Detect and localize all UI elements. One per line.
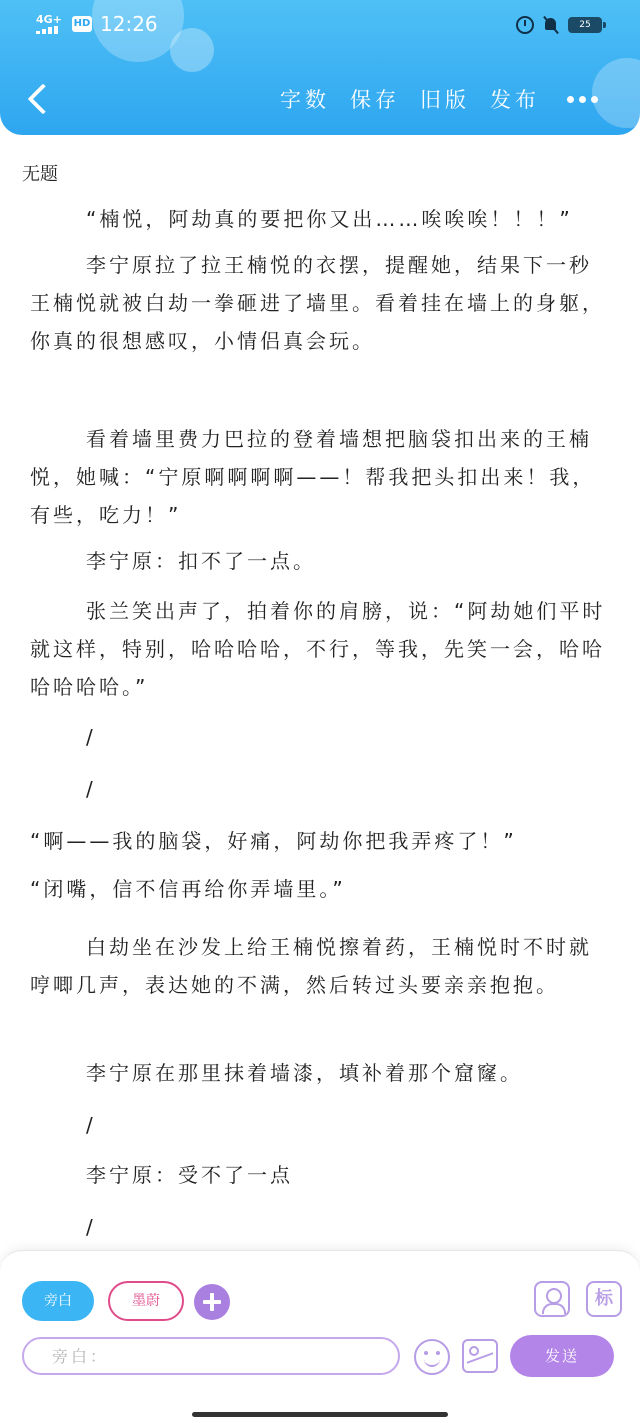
paragraph[interactable]: “楠悦，阿劫真的要把你又出……唉唉唉！！！” — [86, 207, 573, 231]
narration-chip[interactable]: 旁白 — [22, 1281, 94, 1321]
paragraph[interactable]: / — [86, 1113, 96, 1137]
publish-button[interactable]: 发布 — [490, 88, 540, 112]
image-icon[interactable] — [462, 1339, 498, 1373]
status-bar — [0, 0, 640, 50]
old-version-button[interactable]: 旧版 — [420, 88, 470, 112]
alarm-icon — [516, 16, 534, 34]
paragraph[interactable]: 白劫坐在沙发上给王楠悦擦着药，王楠悦时不时就哼唧几声，表达她的不满，然后转过头要亲亲抱抱。 — [30, 935, 592, 997]
smiley-icon[interactable] — [414, 1339, 450, 1375]
send-button[interactable]: 发送 — [510, 1335, 614, 1377]
signal-icon — [36, 26, 64, 34]
dialogue-input-wrapper — [22, 1337, 400, 1375]
battery-icon: 25 — [568, 17, 602, 33]
plus-icon[interactable] — [194, 1284, 230, 1320]
status-icons — [516, 15, 602, 35]
paragraph[interactable]: “啊——我的脑袋，好痛，阿劫你把我弄疼了！” — [30, 829, 517, 853]
more-dots-icon[interactable] — [567, 96, 598, 103]
paragraph[interactable]: / — [86, 1215, 96, 1239]
decor-bubble — [592, 58, 640, 128]
paragraph[interactable]: / — [86, 725, 96, 749]
paragraph[interactable]: 李宁原拉了拉王楠悦的衣摆，提醒她，结果下一秒王楠悦就被白劫一拳砸进了墙里。看着挂在墙上的身躯，你真的很想感叹，小情侣真会玩。 — [30, 253, 605, 353]
paragraph[interactable]: 张兰笑出声了，拍着你的肩膀，说：“阿劫她们平时就这样，特别，哈哈哈哈，不行，等我，先笑一会，哈哈哈哈哈哈。” — [30, 599, 606, 699]
mark-button[interactable]: 标 — [586, 1281, 622, 1317]
header-actions — [280, 84, 540, 116]
hd-badge: HD — [72, 16, 92, 32]
top-bar — [0, 0, 640, 135]
paragraph[interactable]: 看着墙里费力巴拉的登着墙想把脑袋扣出来的王楠悦，她喊：“宁原啊啊啊啊——！帮我把头扣出来！我，有些，吃力！” — [30, 427, 596, 527]
network-type: 4G+ — [36, 13, 62, 26]
person-icon[interactable] — [534, 1281, 570, 1317]
save-button[interactable]: 保存 — [350, 88, 400, 112]
dialogue-composer — [0, 1250, 640, 1423]
paragraph[interactable]: 李宁原：受不了一点 — [86, 1163, 293, 1187]
home-indicator[interactable] — [192, 1412, 448, 1417]
paragraph[interactable]: 李宁原：扣不了一点。 — [86, 549, 316, 573]
dialogue-input[interactable] — [24, 1339, 398, 1373]
character-chip[interactable]: 墨蔚 — [108, 1281, 184, 1321]
status-time: 12:26 — [100, 12, 158, 36]
mute-bell-icon — [542, 16, 560, 34]
back-chevron-icon[interactable] — [22, 82, 52, 116]
paragraph[interactable]: “闭嘴，信不信再给你弄墙里。” — [30, 877, 346, 901]
paragraph[interactable]: 李宁原在那里抹着墙漆，填补着那个窟窿。 — [86, 1061, 523, 1085]
word-count-button[interactable]: 字数 — [280, 88, 330, 112]
paragraph[interactable]: / — [86, 777, 96, 801]
document-title[interactable]: 无题 — [22, 164, 58, 185]
